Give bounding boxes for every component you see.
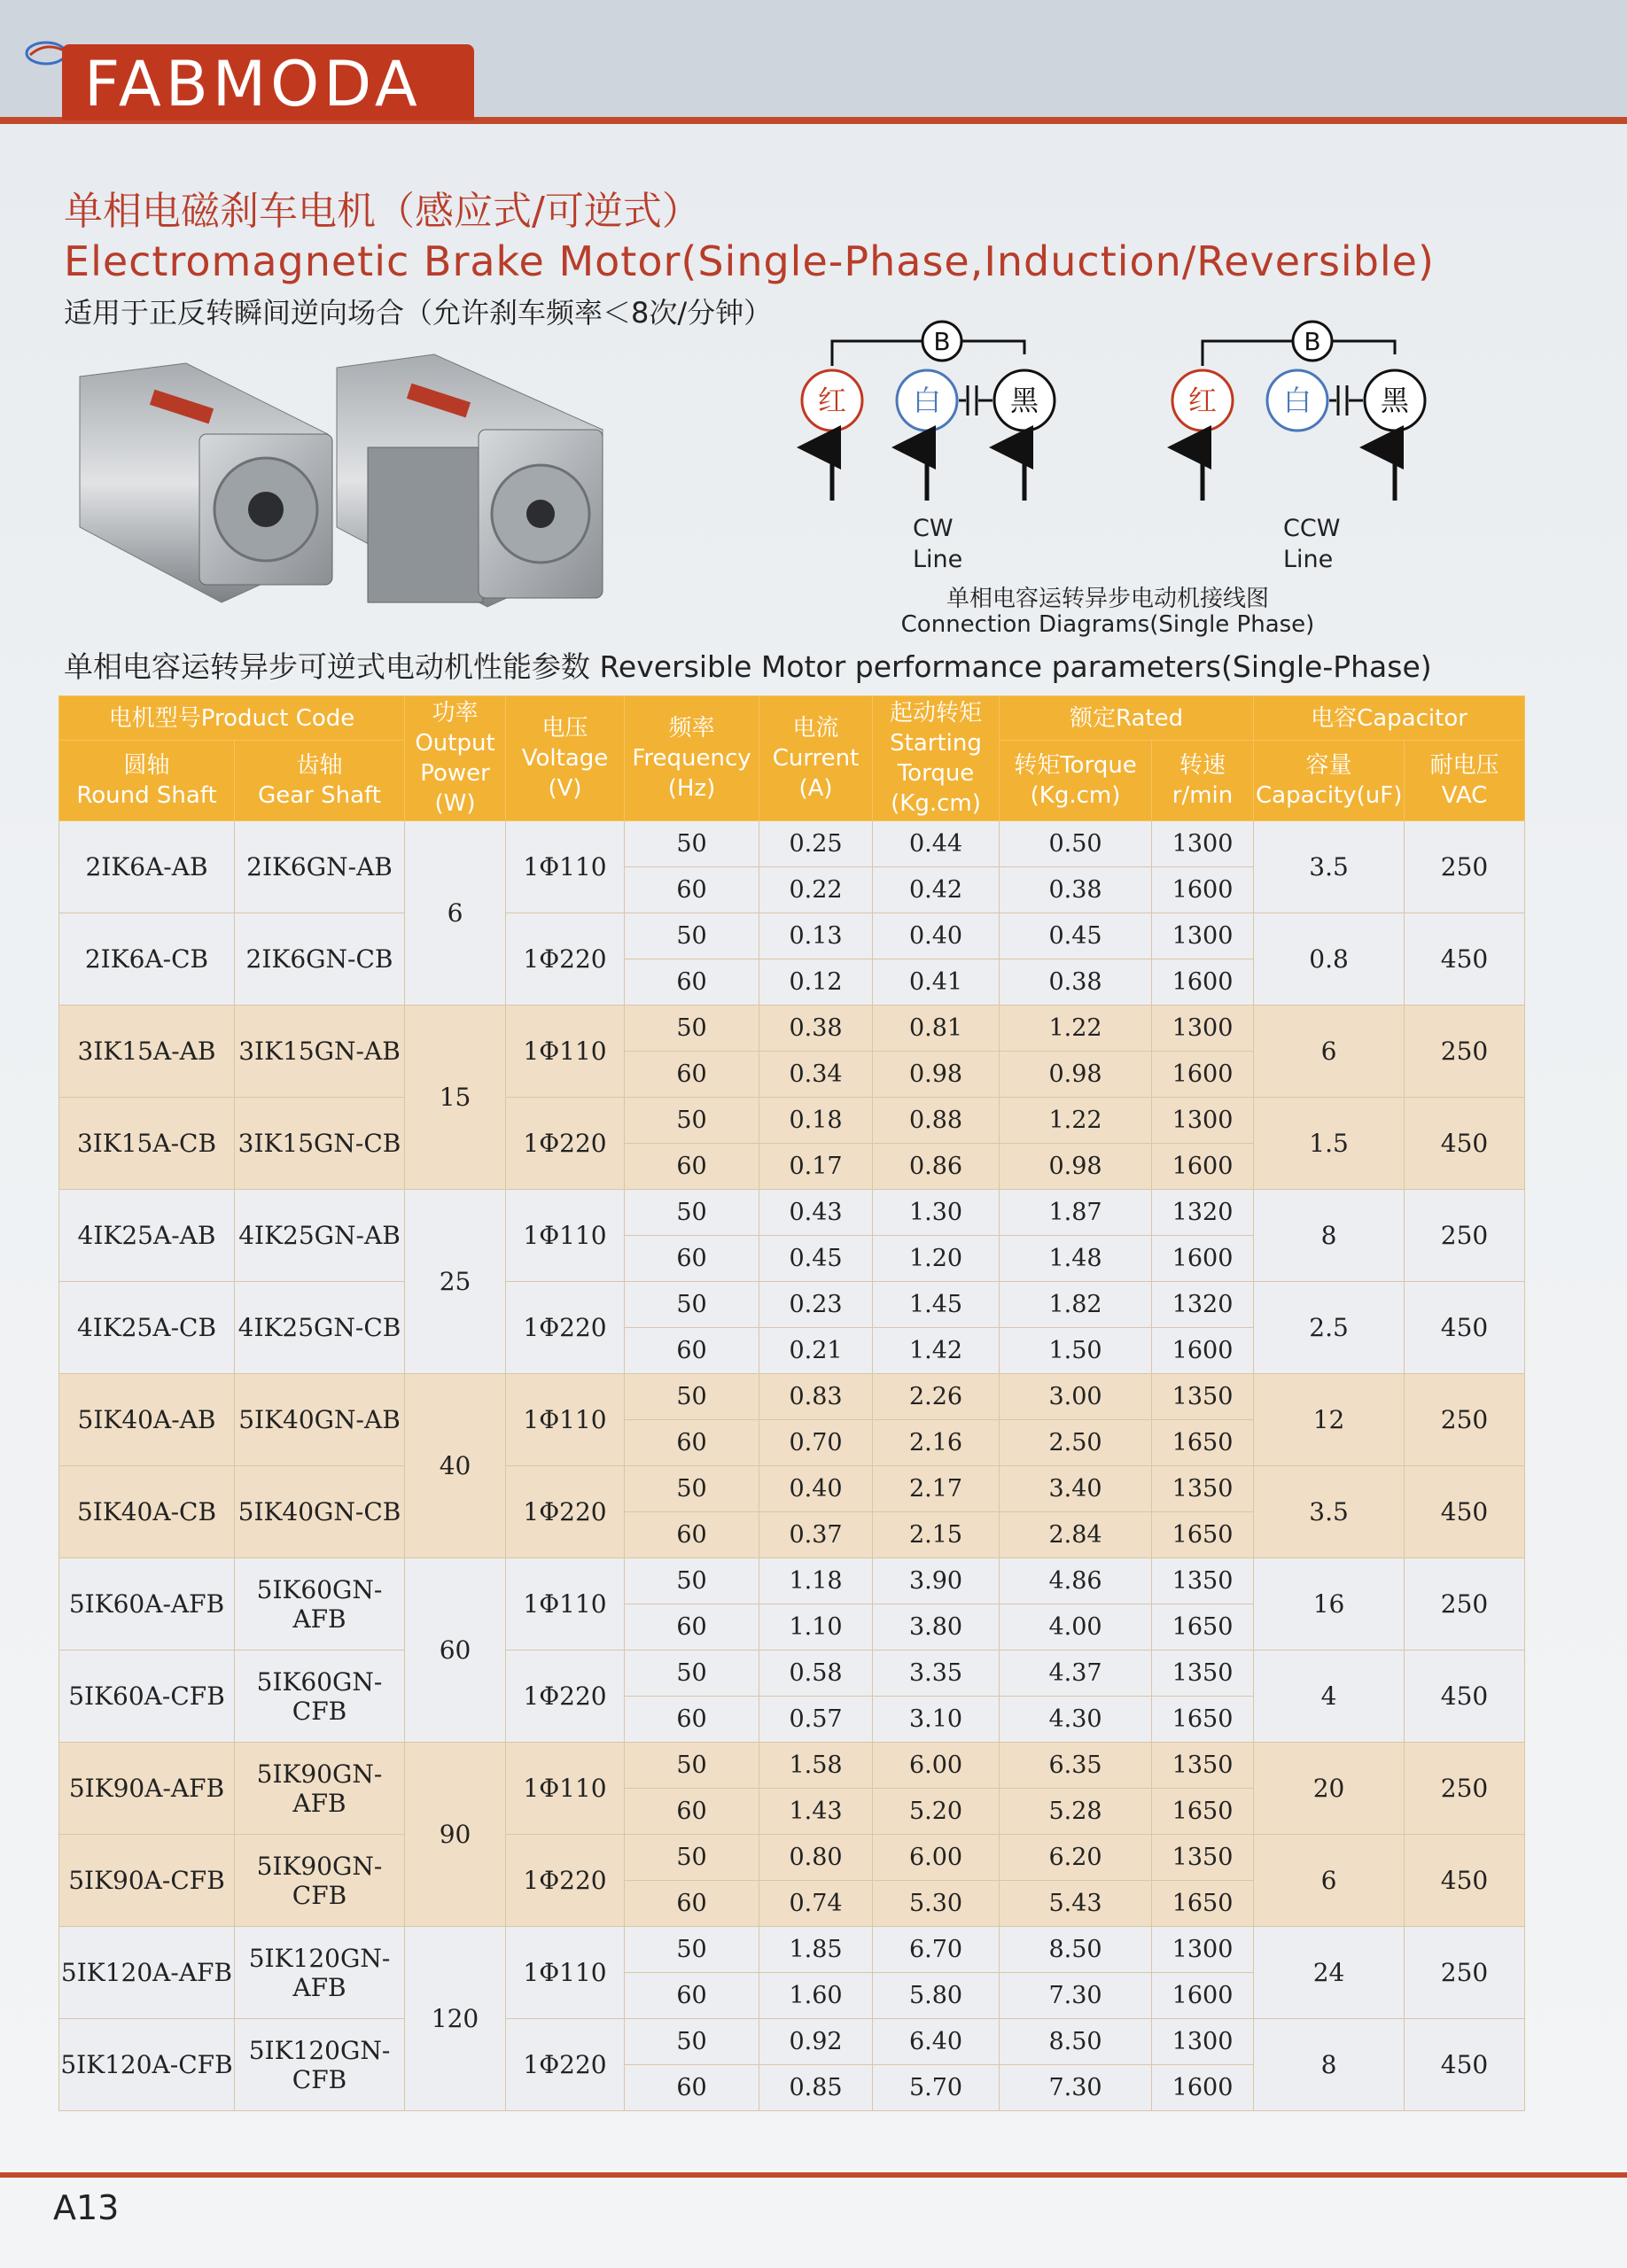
voltage: 1Φ220 [506, 1651, 625, 1743]
frequency: 50 [625, 1927, 759, 1973]
frequency: 50 [625, 1006, 759, 1052]
capacitor-capacity: 1.5 [1254, 1098, 1405, 1190]
starting-torque: 1.42 [873, 1328, 1000, 1374]
cw-line-label: Line [913, 546, 963, 573]
rated-speed: 1600 [1152, 1144, 1254, 1190]
motor-photos-image [62, 350, 629, 616]
voltage: 1Φ110 [506, 1743, 625, 1835]
rated-torque: 5.43 [1000, 1881, 1152, 1927]
gear-shaft-code: 5IK40GN-CB [235, 1466, 405, 1558]
capacitor-voltage: 250 [1405, 821, 1525, 913]
capacitor-voltage: 250 [1405, 1558, 1525, 1651]
rated-speed: 1600 [1152, 867, 1254, 913]
current: 1.58 [759, 1743, 873, 1789]
rated-torque: 1.22 [1000, 1098, 1152, 1144]
gear-shaft-code: 5IK120GN-AFB [235, 1927, 405, 2019]
round-shaft-code: 5IK60A-CFB [59, 1651, 235, 1743]
svg-text:B: B [1304, 327, 1321, 356]
current: 0.43 [759, 1190, 873, 1236]
output-power: 6 [405, 821, 506, 1006]
round-shaft-motor [80, 363, 332, 602]
frequency: 60 [625, 1328, 759, 1374]
current: 0.17 [759, 1144, 873, 1190]
frequency: 50 [625, 1558, 759, 1604]
header-product-code: 电机型号Product Code [59, 696, 405, 741]
usage-note: 适用于正反转瞬间逆向场合（允许刹车频率＜8次/分钟） [64, 296, 773, 330]
rated-speed: 1320 [1152, 1190, 1254, 1236]
header-frequency: 频率 Frequency (Hz) [625, 696, 759, 821]
voltage: 1Φ220 [506, 1835, 625, 1927]
rated-speed: 1650 [1152, 1420, 1254, 1466]
capacitor-voltage: 450 [1405, 1098, 1525, 1190]
rated-torque: 3.00 [1000, 1374, 1152, 1420]
current: 0.38 [759, 1006, 873, 1052]
current: 0.57 [759, 1697, 873, 1743]
current: 1.10 [759, 1604, 873, 1651]
frequency: 50 [625, 1743, 759, 1789]
rated-torque: 7.30 [1000, 1973, 1152, 2019]
voltage: 1Φ220 [506, 1466, 625, 1558]
starting-torque: 0.44 [873, 821, 1000, 867]
page-number: A13 [53, 2188, 120, 2227]
output-power: 40 [405, 1374, 506, 1558]
capacitor-voltage: 250 [1405, 1006, 1525, 1098]
rated-torque: 6.35 [1000, 1743, 1152, 1789]
gear-shaft-code: 3IK15GN-AB [235, 1006, 405, 1098]
rated-torque: 6.20 [1000, 1835, 1152, 1881]
gear-shaft-code: 3IK15GN-CB [235, 1098, 405, 1190]
starting-torque: 2.15 [873, 1512, 1000, 1558]
starting-torque: 0.41 [873, 959, 1000, 1006]
frequency: 60 [625, 1420, 759, 1466]
rated-torque: 1.82 [1000, 1282, 1152, 1328]
starting-torque: 6.70 [873, 1927, 1000, 1973]
rated-torque: 7.30 [1000, 2065, 1152, 2111]
gear-shaft-code: 5IK60GN-AFB [235, 1558, 405, 1651]
capacitor-capacity: 8 [1254, 1190, 1405, 1282]
table-row [59, 1651, 1525, 1697]
round-shaft-code: 3IK15A-AB [59, 1006, 235, 1098]
capacitor-capacity: 3.5 [1254, 1466, 1405, 1558]
ccw-label: CCW [1283, 515, 1341, 542]
footer-divider [0, 2172, 1627, 2178]
frequency: 50 [625, 1466, 759, 1512]
rated-torque: 2.84 [1000, 1512, 1152, 1558]
rated-speed: 1650 [1152, 1697, 1254, 1743]
rated-torque: 1.87 [1000, 1190, 1152, 1236]
rated-speed: 1300 [1152, 1927, 1254, 1973]
table-row [59, 1743, 1525, 1789]
starting-torque: 1.30 [873, 1190, 1000, 1236]
frequency: 60 [625, 1144, 759, 1190]
capacitor-capacity: 16 [1254, 1558, 1405, 1651]
capacitor-voltage: 250 [1405, 1190, 1525, 1282]
rated-speed: 1600 [1152, 1328, 1254, 1374]
starting-torque: 6.00 [873, 1743, 1000, 1789]
voltage: 1Φ220 [506, 2019, 625, 2111]
header-current: 电流 Current (A) [759, 696, 873, 821]
round-shaft-code: 5IK90A-AFB [59, 1743, 235, 1835]
frequency: 60 [625, 1236, 759, 1282]
round-shaft-code: 4IK25A-AB [59, 1190, 235, 1282]
header-power: 功率 Output Power (W) [405, 696, 506, 821]
capacitor-capacity: 2.5 [1254, 1282, 1405, 1374]
current: 0.92 [759, 2019, 873, 2065]
starting-torque: 3.80 [873, 1604, 1000, 1651]
rated-speed: 1350 [1152, 1558, 1254, 1604]
round-shaft-code: 5IK120A-CFB [59, 2019, 235, 2111]
round-shaft-code: 5IK60A-AFB [59, 1558, 235, 1651]
rated-speed: 1650 [1152, 1881, 1254, 1927]
current: 0.22 [759, 867, 873, 913]
current: 0.74 [759, 1881, 873, 1927]
rated-torque: 4.86 [1000, 1558, 1152, 1604]
starting-torque: 5.30 [873, 1881, 1000, 1927]
capacitor-voltage: 250 [1405, 1743, 1525, 1835]
table-row [59, 1927, 1525, 1973]
current: 0.18 [759, 1098, 873, 1144]
rated-speed: 1300 [1152, 821, 1254, 867]
rated-torque: 1.48 [1000, 1236, 1152, 1282]
table-row [59, 2019, 1525, 2065]
rated-speed: 1300 [1152, 2019, 1254, 2065]
output-power: 60 [405, 1558, 506, 1743]
table-row [59, 1098, 1525, 1144]
table-row [59, 1190, 1525, 1236]
rated-speed: 1650 [1152, 1789, 1254, 1835]
gear-shaft-code: 5IK60GN-CFB [235, 1651, 405, 1743]
frequency: 50 [625, 821, 759, 867]
voltage: 1Φ110 [506, 1190, 625, 1282]
svg-text:红: 红 [817, 384, 847, 417]
rated-torque: 4.37 [1000, 1651, 1152, 1697]
frequency: 60 [625, 959, 759, 1006]
current: 1.60 [759, 1973, 873, 2019]
rated-speed: 1600 [1152, 2065, 1254, 2111]
current: 0.13 [759, 913, 873, 959]
capacitor-capacity: 6 [1254, 1006, 1405, 1098]
rated-torque: 4.00 [1000, 1604, 1152, 1651]
rated-torque: 0.50 [1000, 821, 1152, 867]
starting-torque: 0.88 [873, 1098, 1000, 1144]
rated-speed: 1300 [1152, 1098, 1254, 1144]
header-cap-voltage: 耐电压 VAC [1405, 741, 1525, 821]
svg-text:B: B [933, 327, 951, 356]
frequency: 60 [625, 1697, 759, 1743]
rated-torque: 0.38 [1000, 959, 1152, 1006]
current: 0.21 [759, 1328, 873, 1374]
table-row [59, 1282, 1525, 1328]
starting-torque: 2.17 [873, 1466, 1000, 1512]
capacitor-capacity: 20 [1254, 1743, 1405, 1835]
current: 1.85 [759, 1927, 873, 1973]
svg-text:黑: 黑 [1009, 384, 1039, 417]
current: 0.80 [759, 1835, 873, 1881]
frequency: 60 [625, 2065, 759, 2111]
gear-shaft-motor [337, 354, 603, 607]
current: 0.70 [759, 1420, 873, 1466]
gear-shaft-code: 5IK90GN-AFB [235, 1743, 405, 1835]
voltage: 1Φ110 [506, 1374, 625, 1466]
rated-speed: 1300 [1152, 913, 1254, 959]
capacitor-voltage: 450 [1405, 1282, 1525, 1374]
starting-torque: 6.40 [873, 2019, 1000, 2065]
output-power: 90 [405, 1743, 506, 1927]
svg-text:黑: 黑 [1380, 384, 1410, 417]
starting-torque: 3.35 [873, 1651, 1000, 1697]
rated-speed: 1300 [1152, 1006, 1254, 1052]
frequency: 50 [625, 2019, 759, 2065]
starting-torque: 5.80 [873, 1973, 1000, 2019]
starting-torque: 6.00 [873, 1835, 1000, 1881]
performance-title: 单相电容运转异步可逆式电动机性能参数 Reversible Motor performance parameters(Single-Phase) [64, 649, 1432, 684]
page-title-cn: 单相电磁刹车电机（感应式/可逆式） [64, 189, 701, 234]
rated-torque: 0.98 [1000, 1052, 1152, 1098]
rated-speed: 1650 [1152, 1512, 1254, 1558]
gear-shaft-code: 2IK6GN-CB [235, 913, 405, 1006]
frequency: 50 [625, 1651, 759, 1697]
rated-speed: 1600 [1152, 1973, 1254, 2019]
rated-speed: 1350 [1152, 1466, 1254, 1512]
rated-torque: 4.30 [1000, 1697, 1152, 1743]
starting-torque: 5.20 [873, 1789, 1000, 1835]
gear-shaft-code: 5IK40GN-AB [235, 1374, 405, 1466]
voltage: 1Φ220 [506, 1282, 625, 1374]
starting-torque: 0.42 [873, 867, 1000, 913]
header-rated-speed: 转速 r/min [1152, 741, 1254, 821]
header-capacitor: 电容Capacitor [1254, 696, 1525, 741]
starting-torque: 0.81 [873, 1006, 1000, 1052]
capacitor-capacity: 0.8 [1254, 913, 1405, 1006]
current: 0.12 [759, 959, 873, 1006]
current: 0.85 [759, 2065, 873, 2111]
capacitor-capacity: 24 [1254, 1927, 1405, 2019]
current: 0.40 [759, 1466, 873, 1512]
current: 0.23 [759, 1282, 873, 1328]
svg-text:红: 红 [1187, 384, 1218, 417]
gear-shaft-code: 4IK25GN-AB [235, 1190, 405, 1282]
capacitor-capacity: 8 [1254, 2019, 1405, 2111]
frequency: 60 [625, 1052, 759, 1098]
gear-shaft-code: 2IK6GN-AB [235, 821, 405, 913]
rated-speed: 1320 [1152, 1282, 1254, 1328]
capacitor-voltage: 450 [1405, 1466, 1525, 1558]
performance-table [58, 695, 1525, 2111]
capacitor-voltage: 450 [1405, 1651, 1525, 1743]
rated-speed: 1600 [1152, 959, 1254, 1006]
voltage: 1Φ110 [506, 1006, 625, 1098]
output-power: 25 [405, 1190, 506, 1374]
gear-shaft-code: 4IK25GN-CB [235, 1282, 405, 1374]
frequency: 50 [625, 913, 759, 959]
rated-torque: 0.98 [1000, 1144, 1152, 1190]
rated-speed: 1350 [1152, 1374, 1254, 1420]
frequency: 50 [625, 1282, 759, 1328]
rated-torque: 3.40 [1000, 1466, 1152, 1512]
frequency: 50 [625, 1098, 759, 1144]
current: 0.45 [759, 1236, 873, 1282]
starting-torque: 3.10 [873, 1697, 1000, 1743]
starting-torque: 0.98 [873, 1052, 1000, 1098]
round-shaft-code: 5IK90A-CFB [59, 1835, 235, 1927]
capacitor-voltage: 450 [1405, 1835, 1525, 1927]
voltage: 1Φ110 [506, 821, 625, 913]
output-power: 15 [405, 1006, 506, 1190]
gear-shaft-code: 5IK120GN-CFB [235, 2019, 405, 2111]
rated-speed: 1350 [1152, 1743, 1254, 1789]
header-voltage: 电压 Voltage (V) [506, 696, 625, 821]
round-shaft-code: 5IK40A-CB [59, 1466, 235, 1558]
round-shaft-code: 2IK6A-AB [59, 821, 235, 913]
current: 1.43 [759, 1789, 873, 1835]
starting-torque: 1.45 [873, 1282, 1000, 1328]
frequency: 60 [625, 1789, 759, 1835]
voltage: 1Φ110 [506, 1927, 625, 2019]
capacitor-voltage: 450 [1405, 2019, 1525, 2111]
current: 0.25 [759, 821, 873, 867]
rated-torque: 0.38 [1000, 867, 1152, 913]
output-power: 120 [405, 1927, 506, 2111]
frequency: 60 [625, 1881, 759, 1927]
ccw-diagram [1172, 322, 1425, 573]
starting-torque: 2.26 [873, 1374, 1000, 1420]
rated-torque: 1.50 [1000, 1328, 1152, 1374]
rated-speed: 1600 [1152, 1236, 1254, 1282]
round-shaft-code: 5IK120A-AFB [59, 1927, 235, 2019]
header-round-shaft: 圆轴 Round Shaft [59, 741, 235, 821]
rated-speed: 1350 [1152, 1835, 1254, 1881]
header-capacity: 容量 Capacity(uF) [1254, 741, 1405, 821]
round-shaft-code: 5IK40A-AB [59, 1374, 235, 1466]
table-row [59, 1835, 1525, 1881]
capacitor-capacity: 4 [1254, 1651, 1405, 1743]
rated-torque: 5.28 [1000, 1789, 1152, 1835]
table-row [59, 1558, 1525, 1604]
capacitor-capacity: 12 [1254, 1374, 1405, 1466]
rated-torque: 0.45 [1000, 913, 1152, 959]
table-row [59, 1006, 1525, 1052]
current: 0.58 [759, 1651, 873, 1697]
gear-shaft-code: 5IK90GN-CFB [235, 1835, 405, 1927]
capacitor-voltage: 250 [1405, 1374, 1525, 1466]
starting-torque: 0.86 [873, 1144, 1000, 1190]
frequency: 50 [625, 1374, 759, 1420]
frequency: 60 [625, 867, 759, 913]
frequency: 50 [625, 1835, 759, 1881]
current: 0.83 [759, 1374, 873, 1420]
frequency: 50 [625, 1190, 759, 1236]
table-body [59, 821, 1525, 2111]
connection-diagrams [780, 315, 1453, 598]
table-row [59, 821, 1525, 867]
starting-torque: 2.16 [873, 1420, 1000, 1466]
brand-name: FABMODA [84, 48, 422, 120]
starting-torque: 5.70 [873, 2065, 1000, 2111]
rated-torque: 2.50 [1000, 1420, 1152, 1466]
current: 1.18 [759, 1558, 873, 1604]
current: 0.34 [759, 1052, 873, 1098]
table-row [59, 913, 1525, 959]
capacitor-voltage: 450 [1405, 913, 1525, 1006]
diagram-title-en: Connection Diagrams(Single Phase) [900, 611, 1315, 638]
frequency: 60 [625, 1604, 759, 1651]
round-shaft-code: 2IK6A-CB [59, 913, 235, 1006]
voltage: 1Φ110 [506, 1558, 625, 1651]
frequency: 60 [625, 1512, 759, 1558]
current: 0.37 [759, 1512, 873, 1558]
rated-speed: 1350 [1152, 1651, 1254, 1697]
frequency: 60 [625, 1973, 759, 2019]
capacitor-capacity: 3.5 [1254, 821, 1405, 913]
rated-torque: 8.50 [1000, 1927, 1152, 1973]
header-rated: 额定Rated [1000, 696, 1254, 741]
capacitor-voltage: 250 [1405, 1927, 1525, 2019]
cw-label: CW [913, 515, 954, 542]
voltage: 1Φ220 [506, 913, 625, 1006]
header-gear-shaft: 齿轴 Gear Shaft [235, 741, 405, 821]
header-rated-torque: 转矩Torque (Kg.cm) [1000, 741, 1152, 821]
table-row [59, 1466, 1525, 1512]
capacitor-capacity: 6 [1254, 1835, 1405, 1927]
ccw-line-label: Line [1283, 546, 1334, 573]
page-title-en: Electromagnetic Brake Motor(Single-Phase,Induction/Reversible) [64, 237, 1435, 285]
header-starting-torque: 起动转矩 Starting Torque (Kg.cm) [873, 696, 1000, 821]
rated-torque: 1.22 [1000, 1006, 1152, 1052]
table-row [59, 1374, 1525, 1420]
diagram-title-cn: 单相电容运转异步电动机接线图 [946, 586, 1269, 612]
starting-torque: 1.20 [873, 1236, 1000, 1282]
cw-diagram [802, 322, 1055, 573]
voltage: 1Φ220 [506, 1098, 625, 1190]
round-shaft-code: 4IK25A-CB [59, 1282, 235, 1374]
rated-speed: 1650 [1152, 1604, 1254, 1651]
rated-speed: 1600 [1152, 1052, 1254, 1098]
svg-text:白: 白 [1282, 384, 1312, 417]
svg-text:白: 白 [912, 384, 942, 417]
rated-torque: 8.50 [1000, 2019, 1152, 2065]
starting-torque: 3.90 [873, 1558, 1000, 1604]
starting-torque: 0.40 [873, 913, 1000, 959]
round-shaft-code: 3IK15A-CB [59, 1098, 235, 1190]
